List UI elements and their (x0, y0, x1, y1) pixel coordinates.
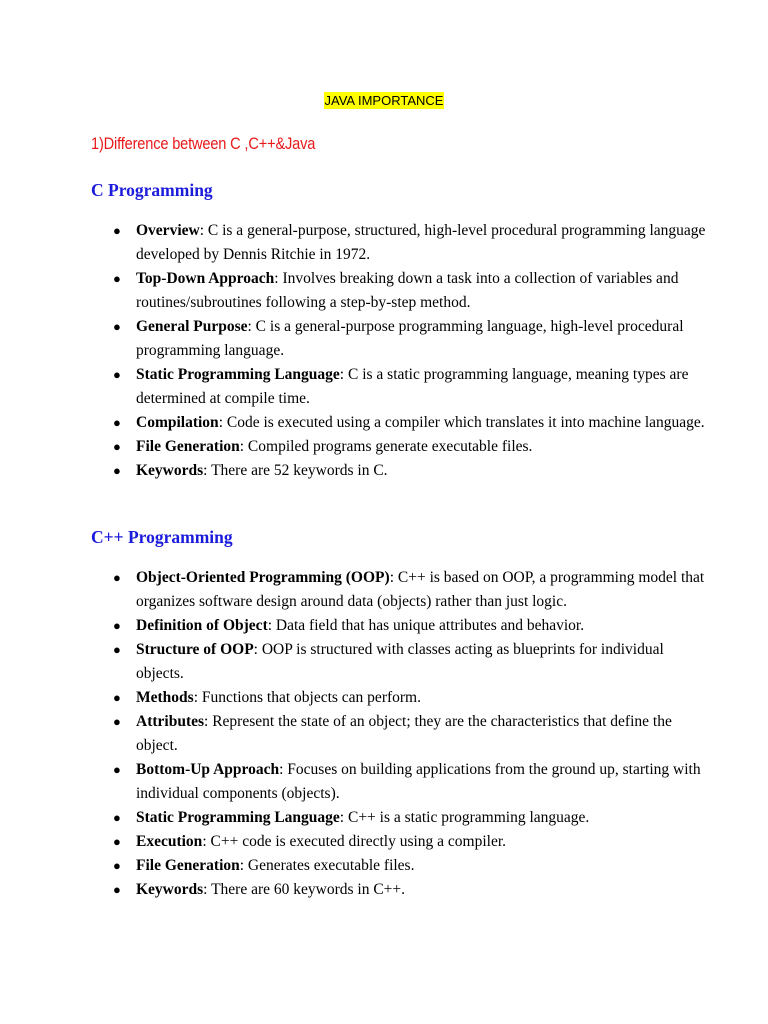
item-term: Attributes (136, 713, 205, 730)
list-item (0, 411, 768, 435)
item-term: Methods (136, 689, 194, 706)
section-heading: 1)Difference between C ,C++&Java (91, 134, 316, 153)
item-term: Keywords (136, 462, 204, 479)
item-text: : C++ is a static programming language. (339, 809, 590, 826)
item-term: Structure of OOP (136, 641, 254, 658)
item-term: File Generation (136, 438, 240, 455)
item-text: : C is a general-purpose, structured, high-level procedural programming language developed by Dennis Ritchie in 1972. (136, 222, 706, 263)
item-text: : Compiled programs generate executable files. (239, 438, 533, 455)
list-item (0, 830, 768, 854)
item-text: : Focuses on building applications from the ground up, starting with individual components (objects). (136, 761, 701, 802)
list-item (0, 219, 768, 267)
item-text: : C is a general-purpose programming language, high-level procedural programming language. (136, 318, 684, 359)
c-programming-heading: C Programming (91, 180, 213, 200)
item-text: : There are 60 keywords in C++. (203, 881, 406, 898)
item-text: : Code is executed using a compiler which translates it into machine language. (218, 414, 705, 431)
item-text: : C is a static programming language, meaning types are determined at compile time. (136, 366, 689, 407)
bullet-icon: ● (113, 882, 121, 897)
bullet-icon: ● (113, 570, 121, 585)
item-text: : C++ code is executed directly using a compiler. (202, 833, 507, 850)
item-term: Execution (136, 833, 203, 850)
item-text: : Generates executable files. (239, 857, 415, 874)
bullet-icon: ● (113, 642, 121, 657)
bullet-icon: ● (113, 690, 121, 705)
bullet-icon: ● (113, 367, 121, 382)
bullet-icon: ● (113, 271, 121, 286)
list-item (0, 459, 768, 483)
bullet-icon: ● (113, 834, 121, 849)
cpp-programming-list (0, 566, 768, 902)
item-term: Overview (136, 222, 200, 239)
item-term: File Generation (136, 857, 240, 874)
bullet-icon: ● (113, 618, 121, 633)
item-term: Bottom-Up Approach (136, 761, 280, 778)
item-text: : Functions that objects can perform. (193, 689, 421, 706)
list-item (0, 566, 768, 614)
list-item (0, 435, 768, 459)
item-text: : C++ is based on OOP, a programming model that organizes software design around data (objects) rather than just logic. (136, 569, 705, 610)
list-item (0, 806, 768, 830)
bullet-icon: ● (113, 223, 121, 238)
list-item (0, 758, 768, 806)
list-item (0, 638, 768, 686)
bullet-icon: ● (113, 858, 121, 873)
cpp-programming-heading: C++ Programming (91, 527, 233, 547)
bullet-icon: ● (113, 463, 121, 478)
item-text: : Data field that has unique attributes and behavior. (267, 617, 585, 634)
item-term: General Purpose (136, 318, 248, 335)
list-item (0, 878, 768, 902)
bullet-icon: ● (113, 415, 121, 430)
bullet-icon: ● (113, 439, 121, 454)
bullet-icon: ● (113, 319, 121, 334)
list-item (0, 363, 768, 411)
document-title-row (0, 92, 768, 110)
list-item (0, 614, 768, 638)
item-term: Static Programming Language (136, 366, 340, 383)
list-item (0, 710, 768, 758)
item-text: : OOP is structured with classes acting as blueprints for individual objects. (136, 641, 664, 682)
bullet-icon: ● (113, 810, 121, 825)
list-item (0, 854, 768, 878)
document-title: JAVA IMPORTANCE (324, 93, 444, 108)
bullet-icon: ● (113, 762, 121, 777)
list-item (0, 315, 768, 363)
list-item (0, 267, 768, 315)
item-term: Static Programming Language (136, 809, 340, 826)
item-text: : There are 52 keywords in C. (203, 462, 388, 479)
item-term: Compilation (136, 414, 219, 431)
item-term: Object-Oriented Programming (OOP) (136, 569, 390, 586)
item-term: Keywords (136, 881, 204, 898)
item-term: Top-Down Approach (136, 270, 275, 287)
bullet-icon: ● (113, 714, 121, 729)
item-term: Definition of Object (136, 617, 268, 634)
item-text: : Involves breaking down a task into a collection of variables and routines/subroutines following a step-by-step method. (136, 270, 679, 311)
list-item (0, 686, 768, 710)
c-programming-list (0, 219, 768, 483)
item-text: : Represent the state of an object; they are the characteristics that define the object. (136, 713, 672, 754)
